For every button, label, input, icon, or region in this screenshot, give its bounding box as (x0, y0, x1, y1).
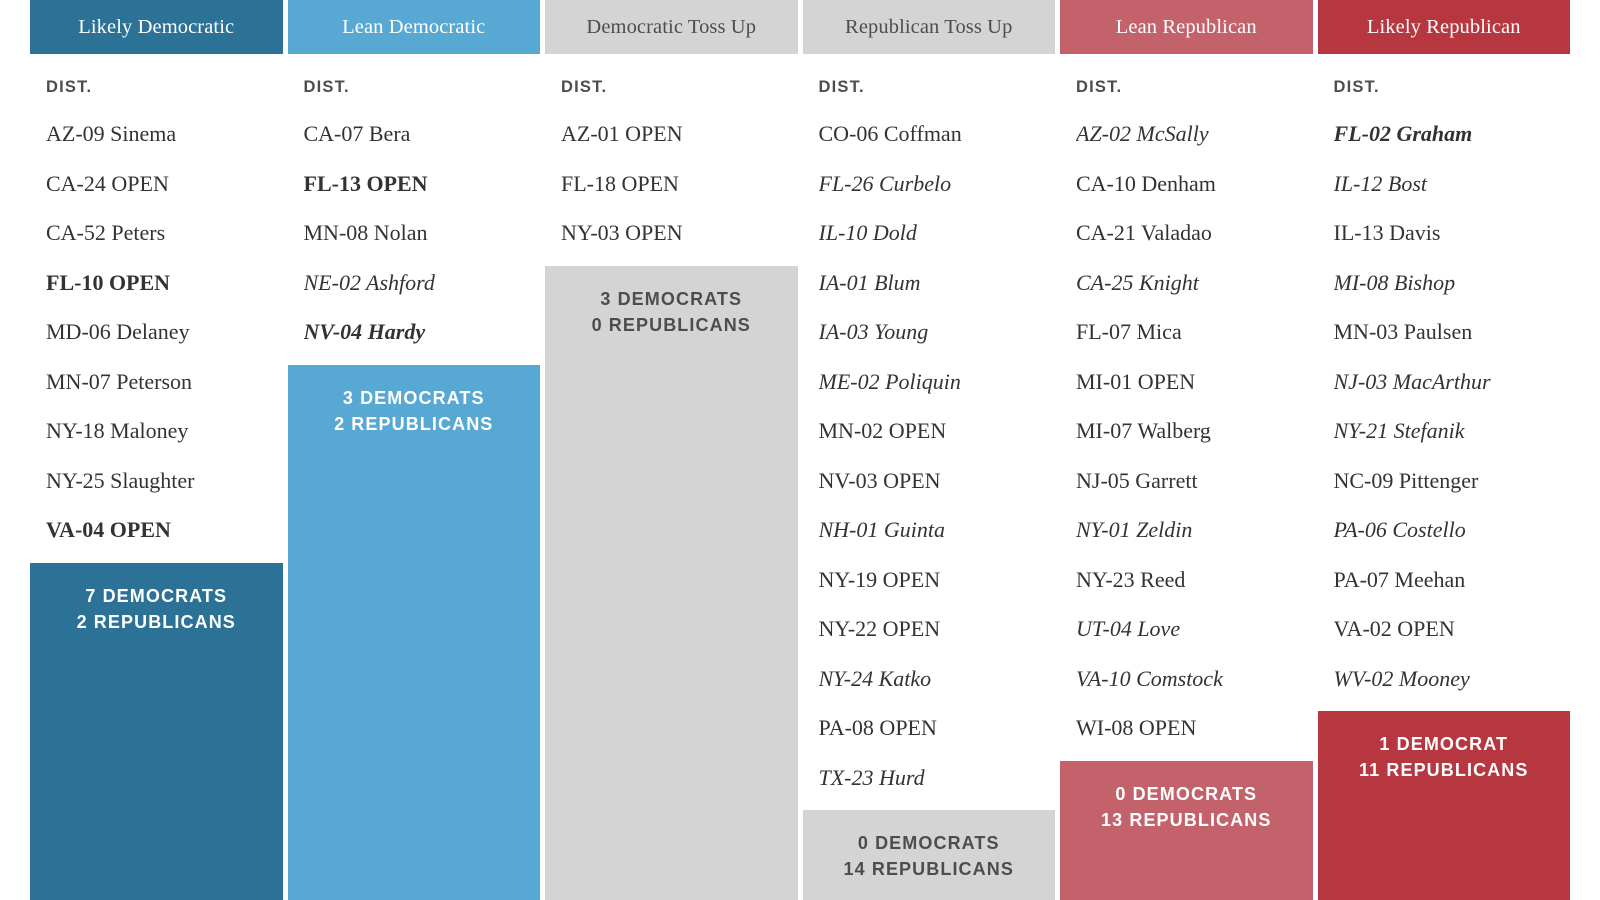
list-item: PA-06 Costello (1333, 517, 1466, 542)
list-item: WI-08 OPEN (1076, 715, 1197, 740)
rating-column (288, 0, 541, 900)
list-item: MN-08 Nolan (303, 220, 428, 245)
list-item: NH-01 Guinta (818, 517, 945, 542)
district-column-label: DIST. (303, 78, 350, 96)
list-item: IA-01 Blum (818, 269, 921, 295)
list-item: CA-52 Peters (46, 220, 166, 245)
race-list (545, 109, 798, 258)
list-item: IL-13 Davis (1333, 220, 1441, 245)
column-tally (30, 563, 283, 900)
list-item: NY-24 Katko (818, 665, 932, 691)
list-item: NC-09 Pittenger (1333, 467, 1479, 493)
list-item: VA-02 OPEN (1333, 616, 1455, 641)
rating-column (30, 0, 283, 900)
list-item: IA-03 Young (818, 319, 929, 344)
tally-democrats: 1 DEMOCRAT (1379, 734, 1509, 754)
list-item: WV-02 Mooney (1333, 665, 1470, 691)
list-item: FL-07 Mica (1076, 319, 1182, 344)
tally-republicans: 0 REPUBLICANS (591, 314, 751, 335)
list-item: UT-04 Love (1076, 616, 1181, 641)
list-item: NE-02 Ashford (303, 269, 435, 295)
column-header: Lean Democratic (288, 0, 541, 58)
tally-democrats: 0 DEMOCRATS (1115, 783, 1258, 804)
list-item: NY-01 Zeldin (1076, 517, 1193, 542)
list-item: MI-01 OPEN (1076, 368, 1196, 394)
list-item: MN-02 OPEN (818, 418, 947, 443)
rating-column (803, 0, 1056, 900)
race-list (288, 109, 541, 357)
list-item: MN-03 Paulsen (1333, 319, 1473, 344)
race-list (30, 109, 283, 555)
tally-democrats: 7 DEMOCRATS (85, 585, 228, 606)
column-tally (288, 365, 541, 900)
list-item: CA-07 Bera (303, 121, 411, 146)
list-item: CO-06 Coffman (818, 121, 962, 146)
column-header: Lean Republican (1060, 0, 1313, 58)
list-item: NY-21 Stefanik (1333, 418, 1465, 443)
list-item: CA-10 Denham (1076, 170, 1216, 196)
list-item: TX-23 Hurd (818, 764, 925, 790)
list-item: MN-07 Peterson (46, 368, 193, 394)
list-item: NJ-03 MacArthur (1333, 368, 1491, 394)
district-column-label: DIST. (46, 78, 93, 96)
tally-republicans: 14 REPUBLICANS (843, 859, 1014, 880)
rating-column (1318, 0, 1571, 900)
column-tally (803, 810, 1056, 900)
list-item: ME-02 Poliquin (818, 368, 961, 394)
list-item: NY-25 Slaughter (46, 467, 195, 493)
list-item: FL-10 OPEN (46, 269, 171, 295)
tally-democrats: 0 DEMOCRATS (857, 833, 1000, 853)
column-tally (1318, 711, 1571, 900)
list-item: FL-18 OPEN (561, 170, 679, 196)
list-item: CA-21 Valadao (1076, 220, 1212, 245)
list-item: CA-25 Knight (1076, 269, 1199, 295)
tally-republicans: 2 REPUBLICANS (76, 611, 236, 632)
list-item: AZ-01 OPEN (561, 121, 683, 146)
list-item: NJ-05 Garrett (1076, 467, 1198, 493)
list-item: NY-19 OPEN (818, 566, 941, 592)
tally-republicans: 13 REPUBLICANS (1101, 809, 1272, 830)
tally-republicans: 2 REPUBLICANS (334, 413, 494, 434)
list-item: FL-02 Graham (1333, 121, 1473, 146)
list-item: VA-10 Comstock (1076, 665, 1223, 691)
list-item: NY-18 Maloney (46, 418, 189, 443)
list-item: FL-26 Curbelo (818, 170, 952, 196)
list-item: PA-08 OPEN (818, 715, 937, 740)
column-tally (545, 266, 798, 900)
column-header: Likely Democratic (30, 0, 283, 58)
tally-democrats: 3 DEMOCRATS (342, 387, 485, 408)
race-list (1060, 109, 1313, 753)
district-column-label: DIST. (1333, 78, 1380, 96)
column-header: Likely Republican (1318, 0, 1571, 58)
list-item: MD-06 Delaney (46, 319, 190, 344)
rating-column (545, 0, 798, 900)
column-header: Republican Toss Up (803, 0, 1056, 58)
column-header: Democratic Toss Up (545, 0, 798, 58)
list-item: FL-13 OPEN (303, 170, 428, 196)
list-item: MI-08 Bishop (1333, 269, 1456, 295)
list-item: IL-12 Bost (1333, 170, 1427, 196)
race-list (1318, 109, 1571, 703)
district-column-label: DIST. (818, 78, 865, 96)
list-item: MI-07 Walberg (1076, 418, 1211, 443)
list-item: AZ-09 Sinema (46, 121, 177, 146)
list-item: NY-22 OPEN (818, 616, 941, 641)
list-item: IL-10 Dold (818, 220, 917, 245)
list-item: NY-23 Reed (1076, 566, 1186, 592)
tally-republicans: 11 REPUBLICANS (1359, 760, 1529, 781)
race-list (803, 109, 1056, 802)
list-item: NY-03 OPEN (561, 220, 683, 245)
list-item: NV-03 OPEN (818, 467, 941, 493)
list-item: NV-04 Hardy (303, 319, 426, 344)
district-column-label: DIST. (1076, 78, 1123, 96)
list-item: PA-07 Meehan (1333, 566, 1466, 592)
list-item: CA-24 OPEN (46, 170, 169, 196)
list-item: VA-04 OPEN (46, 517, 171, 542)
column-tally (1060, 761, 1313, 900)
rating-column (1060, 0, 1313, 900)
tally-democrats: 3 DEMOCRATS (600, 288, 743, 309)
list-item: AZ-02 McSally (1076, 121, 1209, 146)
district-column-label: DIST. (561, 78, 608, 96)
